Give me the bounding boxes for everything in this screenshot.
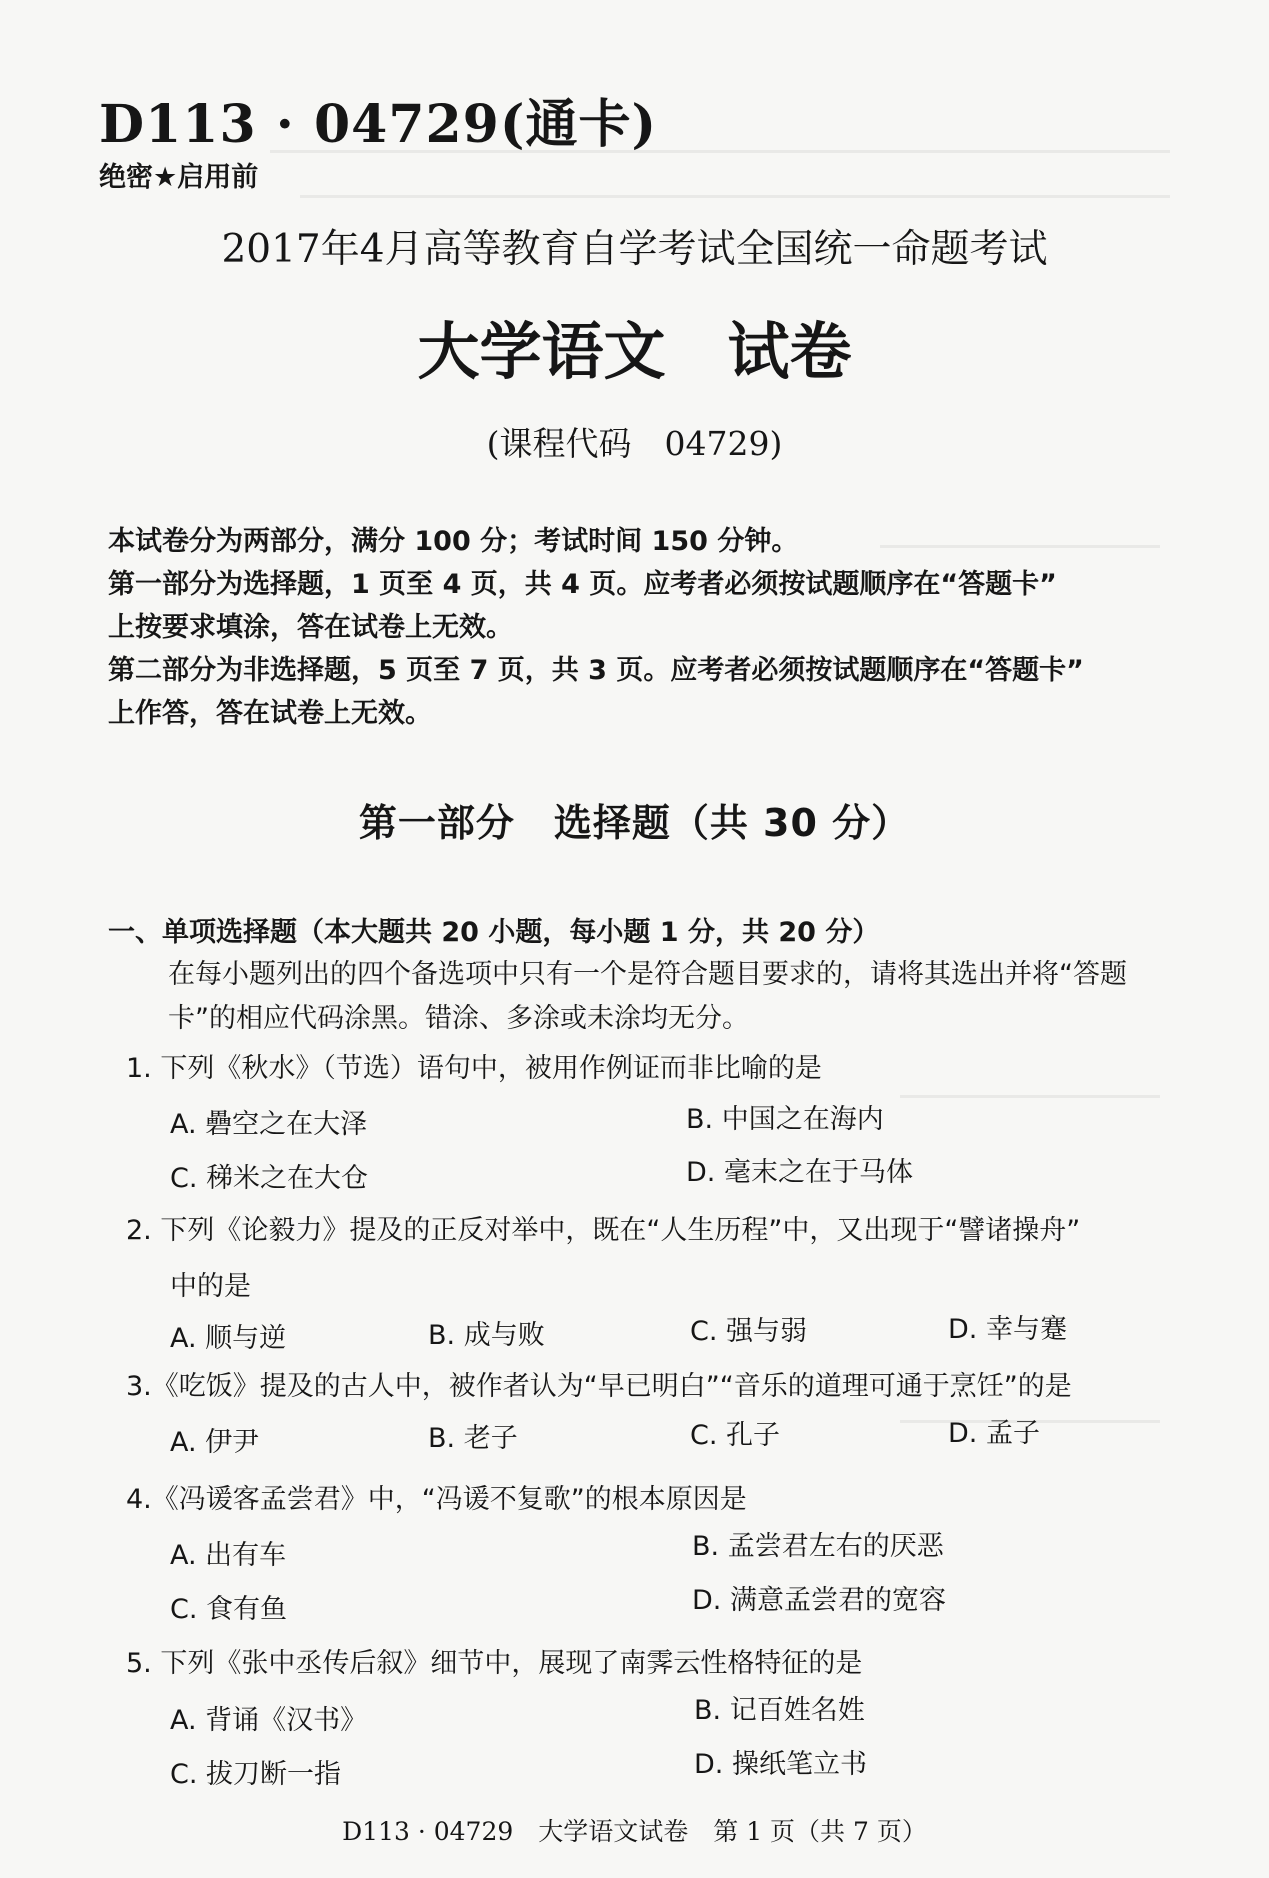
question-3-option-c: C. 孔子: [690, 1420, 781, 1451]
instruction-line: 卡”的相应代码涂黑。错涂、多涂或未涂均无分。: [168, 1003, 749, 1034]
note-line: 第二部分为非选择题，5 页至 7 页，共 3 页。应考者必须按试题顺序在“答题卡”: [108, 655, 1084, 686]
question-2-option-d: D. 幸与蹇: [948, 1314, 1067, 1345]
confidential-label: 绝密★启用前: [99, 162, 259, 193]
question-1-option-a: A. 礨空之在大泽: [170, 1109, 368, 1140]
exam-title: 2017年4月高等教育自学考试全国统一命题考试: [221, 227, 1048, 272]
question-1-option-c: C. 稊米之在大仓: [170, 1163, 369, 1194]
question-5-stem: 5. 下列《张中丞传后叙》细节中，展现了南霁云性格特征的是: [126, 1648, 863, 1679]
question-4-option-c: C. 食有鱼: [170, 1594, 288, 1625]
question-4-option-b: B. 孟尝君左右的厌恶: [692, 1531, 944, 1562]
question-3-option-d: D. 孟子: [948, 1418, 1040, 1449]
question-2-option-c: C. 强与弱: [690, 1316, 808, 1347]
question-5-option-c: C. 拔刀断一指: [170, 1759, 342, 1790]
question-4-stem: 4.《冯谖客孟尝君》中，“冯谖不复歌”的根本原因是: [126, 1484, 747, 1515]
question-1-option-d: D. 毫末之在于马体: [686, 1157, 913, 1188]
section-instructions: [168, 953, 1127, 1041]
show-through: [900, 1095, 1160, 1098]
question-3-stem: 3.《吃饭》提及的古人中，被作者认为“早已明白”“音乐的道理可通于烹饪”的是: [126, 1371, 1072, 1402]
question-1-option-b: B. 中国之在海内: [686, 1104, 884, 1135]
note-line: 第一部分为选择题，1 页至 4 页，共 4 页。应考者必须按试题顺序在“答题卡”: [108, 569, 1057, 600]
page-footer: D113 · 04729 大学语文试卷 第 1 页（共 7 页）: [342, 1817, 927, 1846]
note-line: 上作答，答在试卷上无效。: [108, 698, 432, 729]
question-5-option-b: B. 记百姓名姓: [694, 1695, 865, 1726]
exam-code: D113 · 04729(通卡): [99, 94, 658, 155]
question-2-stem-cont: 中的是: [170, 1271, 251, 1302]
question-2-stem: 2. 下列《论毅力》提及的正反对举中，既在“人生历程”中，又出现于“譬诸操舟”: [126, 1215, 1081, 1246]
question-1-stem: 1. 下列《秋水》（节选）语句中，被用作例证而非比喻的是: [126, 1053, 822, 1084]
question-3-option-a: A. 伊尹: [170, 1427, 260, 1458]
question-2-option-b: B. 成与败: [428, 1320, 545, 1351]
note-line: 本试卷分为两部分，满分 100 分；考试时间 150 分钟。: [108, 526, 799, 557]
section-heading: 一、单项选择题（本大题共 20 小题，每小题 1 分，共 20 分）: [108, 917, 880, 948]
subject-title: 大学语文 试卷: [417, 315, 852, 388]
question-3-option-b: B. 老子: [428, 1423, 518, 1454]
question-4-option-d: D. 满意孟尝君的宽容: [692, 1585, 946, 1616]
question-5-option-d: D. 操纸笔立书: [694, 1749, 867, 1780]
question-4-option-a: A. 出有车: [170, 1540, 287, 1571]
question-2-option-a: A. 顺与逆: [170, 1323, 287, 1354]
course-code: (课程代码 04729): [486, 424, 783, 463]
exam-notes: [108, 520, 1084, 735]
question-5-option-a: A. 背诵《汉书》: [170, 1705, 368, 1736]
part-title: 第一部分 选择题（共 30 分）: [358, 801, 911, 845]
note-line: 上按要求填涂，答在试卷上无效。: [108, 612, 513, 643]
instruction-line: 在每小题列出的四个备选项中只有一个是符合题目要求的，请将其选出并将“答题: [168, 959, 1127, 990]
show-through: [300, 195, 1170, 198]
